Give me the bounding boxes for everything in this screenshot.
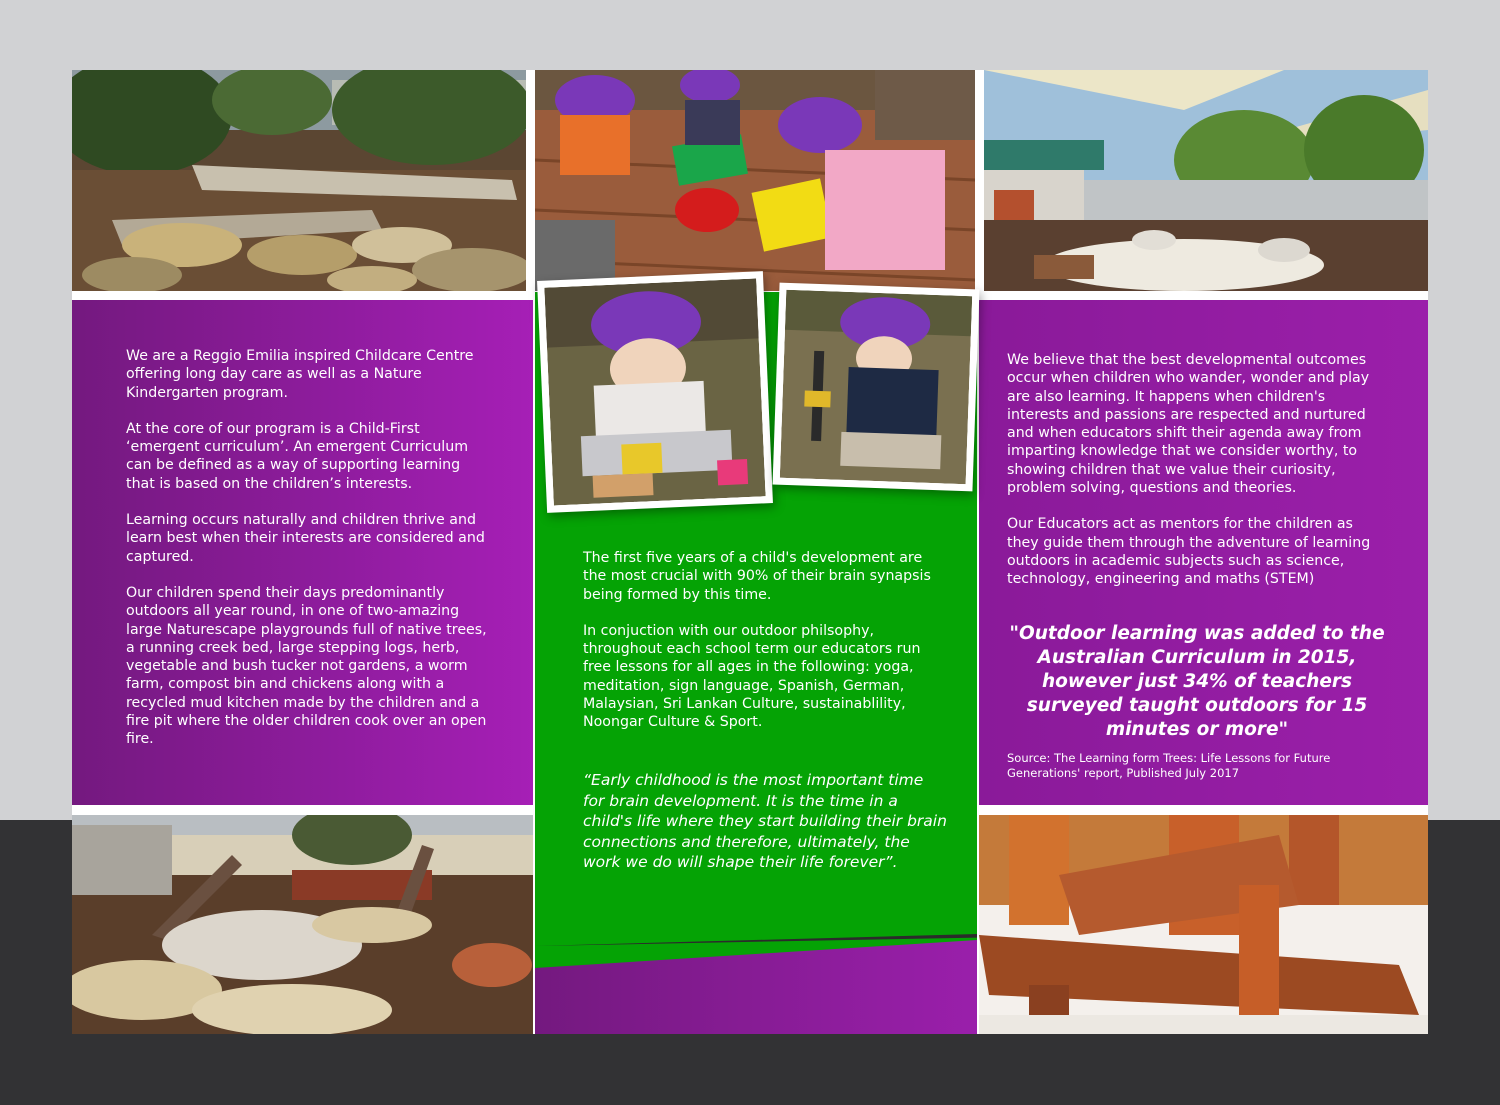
center-quote-block xyxy=(583,770,948,873)
photo-log-water-play xyxy=(979,815,1428,1034)
quote-source: Source: The Learning form Trees: Life Lessons for Future Generations' report, Published July 2017 xyxy=(1007,751,1331,780)
right-paragraph-2: Our Educators act as mentors for the children as they guide them through the adventure of learning outdoors in academic subjects such as science, technology, engineering and maths (STEM) xyxy=(1007,516,1371,588)
photo-children-cutting-vegetables xyxy=(535,70,975,291)
center-panel-text xyxy=(583,549,938,750)
right-panel-text xyxy=(1007,351,1385,607)
left-paragraph-1: We are a Reggio Emilia inspired Childcare Centre offering long day care as well as a Nature Kindergarten program. xyxy=(126,348,474,401)
photo-rocks-and-logs xyxy=(72,70,526,291)
right-source-block xyxy=(1007,751,1367,781)
center-paragraph-1: The first five years of a child's development are the most crucial with 90% of their brain synapsis being formed by this time. xyxy=(583,550,931,603)
right-paragraph-1: We believe that the best developmental outcomes occur when children who wander, wonder and play are also learning. It happens when children's interests and passions are respected and nurtured and when educators shift their agenda away from imparting knowledge that we consider worthy, to showing children that we value their curiosity, problem solving, questions and theories. xyxy=(1007,352,1370,497)
left-panel-text xyxy=(126,347,492,767)
photo-naturescape-playground xyxy=(72,815,533,1034)
polaroid-child-with-drill xyxy=(773,283,980,492)
brochure-spread xyxy=(72,70,1428,1034)
left-paragraph-4: Our children spend their days predominantly outdoors all year round, in one of two-amazing large Naturescape playgrounds full of native trees, a running creek bed, large stepping logs, herb, vegetable and bush tucker not gardens, a worm farm, compost bin and chickens along with a recycled mud kitchen made by the children and a fire pit where the older children cook over an open fire. xyxy=(126,584,487,748)
center-paragraph-2: In conjuction with our outdoor philsophy, throughout each school term our educators run free lessons for all ages in the following: yoga, meditation, sign language, Spanish, German, Malaysian, Sri Lankan Culture, sustainablility, Noongar Culture & Sport. xyxy=(583,622,921,731)
left-paragraph-3: Learning occurs naturally and children thrive and learn best when their interests are considered and captured. xyxy=(126,512,485,565)
polaroid-child-with-saw xyxy=(537,271,773,513)
right-quote-block xyxy=(997,622,1397,742)
photo-shade-sail-playground xyxy=(984,70,1428,291)
left-paragraph-2: At the core of our program is a Child-First ‘emergent curriculum’. An emergent Curriculum can be defined as a way of supporting learning that is based on the children’s interests. xyxy=(126,420,469,492)
center-quote: “Early childhood is the most important time for brain development. It is the time in a child's life where they start building their brain connections and therefore, ultimately, the work we do will shape their life forever”. xyxy=(583,771,947,871)
right-quote: "Outdoor learning was added to the Australian Curriculum in 2015, however just 34% of teachers surveyed taught outdoors for 15 minutes or more" xyxy=(1009,623,1385,740)
